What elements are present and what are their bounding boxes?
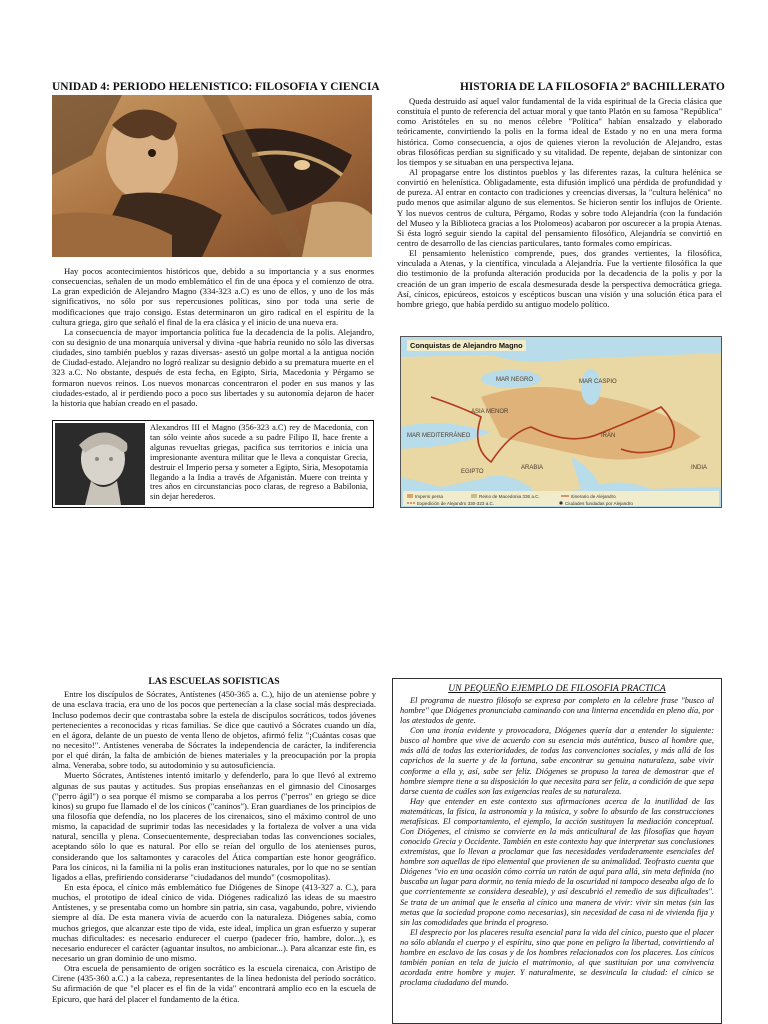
map-label: MAR MEDITERRÁNEO (407, 433, 471, 439)
sofistas-paragraph: Entre los discípulos de Sócrates, Antístenes (450-365 a. C.), hijo de un ateniense pobre y de una esclava tracia, era uno de los pocos que pertenecían a la clase social más despreciada. Incluso podemos decir que contrastaba sobre la estela de discípulos socráticos, todos jóvenes pertenecientes a reconocidas y ricas familias. Se dice que cautivó a Sócrates cuando un día, en el ágora, delante de un puesto de venta lleno de objetos, afirmó feliz "¡Cuántas cosas que no necesito!". Antístenes veneraba de Sócrates la independencia de carácter, la indiferencia por el qué dirán, la falta de ambición de bienes materiales y la preocupación por la propia alma. Veneraba, sobre todo, su autodominio y su autosuficiencia. (52, 689, 376, 771)
legend-item: Expedición de Alejandro 330-323 a.C. (417, 501, 495, 506)
unit-title: UNIDAD 4: PERIODO HELENISTICO: FILOSOFIA Y CIENCIA (52, 81, 380, 93)
intro-column (52, 266, 374, 408)
alexander-bust-image (55, 423, 145, 505)
alexander-bio-text: Alexandros III el Magno (356-323 a.C) rey de Macedonia, con tan sólo veinte años sucede a su padre Filipo II, hace frente a algunas revueltas griegas, pacifica sus territorios e inicia una impresionante aventura militar que le lleva a conquistar Grecia, destruir el Imperio persa y someter a Egipto, Siria, Mesopotamia llegando a la India a través de Afganistán. Muere con treinta y tres años en circunstancias poco claras, de regreso a Babilonia, sin dejar herederos. (150, 423, 368, 502)
map-title: Conquistas de Alejandro Magno (407, 340, 526, 351)
sofistas-paragraph: Muerto Sócrates, Antístenes intentó imitarlo y defenderlo, para lo que llevó al extremo algunas de sus pautas y actitudes. Sus propias enseñanzas en el gimnasio del Cinosarges ("perro ágil") o sea porque él mismo se comparaba a los perros ("perros" en griego se dice kinos) su grupo fue llamado el de los cínicos ("caninos"). Eran guardianes de los principios de una filosofía que defendía, no los placeres de los cirenaicos, sino el máximo control de uno mismo, la capacidad de suprimir todas las necesidades y la fortaleza de volver a una vida natural, sencilla y plena. Consecuentemente, despreciaban todas las convenciones sociales, aceptando sólo lo que es natural. Por ello se reían del orgullo de los atenienses puros, considerando que los saltamontes y caracoles del Ática compartían este honor geográfico. Para los cínicos, ni la familia ni la polis eran instituciones naturales, por lo que no se sentían ligados a ellas, prefiriendo considerarse "ciudadanos del mundo" (cosmopolitas). (52, 770, 376, 882)
ejemplo-paragraph: El programa de nuestro filósofo se expresa por completo en la célebre frase "busco al hombre" que Diógenes pronunciaba caminando con una linterna encendida en pleno día, por los atestados de gente. (400, 696, 714, 726)
right-paragraph: El pensamiento helenístico comprende, pues, dos grandes vertientes, la filosófica, vinculada a Atenas, y la científica, vinculada a Alejandría. Fue la vertiente filosófica la que dio testimonio de la profunda alteración producida por la decadencia de la polis y por la creación de un gran imperio de escala desmesurada desde la perspectiva democrática griega. Así, cínicos, epicúreos, estoicos y escépticos buscan una visión y una solución ética para el hombre griego, que había perdido su antiguo modelo político. (397, 248, 722, 309)
alexander-mosaic-image (52, 95, 372, 257)
legend-item: Reino de Macedonia 336 a.C. (479, 494, 540, 499)
sofistas-title: LAS ESCUELAS SOFISTICAS (148, 676, 280, 687)
right-top-column (397, 96, 722, 309)
legend-item: Itinerario de Alejandro (571, 494, 616, 499)
ejemplo-paragraph: El desprecio por los placeres resulta esencial para la vida del cínico, puesto que el placer no sólo ablanda el cuerpo y el espíritu, sino que pone en peligro la libertad, convirtiendo al hombre en esclavo de las cosas y de los hombres relacionados con los placeres. Los cínicos también ponían en tela de juicio el matrimonio, al que sustituían por una convivencia acordada entre hombre y mujer. Y naturalmente, se desvincula la ciudad: el cínico se proclama ciudadano del mundo. (400, 927, 714, 988)
sofistas-paragraph: Otra escuela de pensamiento de origen socrático es la escuela cirenaica, con Aristipo de Cirene (435-360 a.C.) a la cabeza, representantes de la línea hedonista del período socrático. Su afirmación de que "el placer es el fin de la vida" encontrará amplio eco en la escuela de Epicuro, que hará del placer el fundamento de la ética. (52, 963, 376, 1004)
intro-paragraph: Hay pocos acontecimientos históricos que, debido a su importancia y a sus enormes consecuencias, señalen de un modo emblemático el fin de una época y el comienzo de otra. La gran expedición de Alejandro Magno (334-323 a.C) es uno de ellos, y uno de los más significativos, no sólo por sus repercusiones políticas, sino por toda una serie de modificaciones que trajo consigo. Estas determinaron un giro radical en el espíritu de la cultura griega, giro que señaló el final de la era clásica y el inicio de una nueva era. (52, 266, 374, 327)
map-label: IRÁN (601, 433, 616, 439)
map-label: MAR NEGRO (496, 377, 534, 383)
right-paragraph: Queda destruido así aquel valor fundamental de la vida espiritual de la Grecia clásica que constituía el punto de referencia del actuar moral y que tanto Platón en su famosa "República" como Aristóteles en su no menos célebre "Política" habían ensalzado y elaborado teóricamente, convirtiendo la polis en la forma ideal de Estado y no en una mera forma histórica. Como consecuencia, a ojos de quienes vieron la revolución de Alejandro, estas obras filosóficas perdían su significado y su vitalidad. De repente, dejaban de sintonizar con los tiempos y se situaban en una perspectiva lejana. (397, 96, 722, 167)
legend-item: Ciudades fundadas por Alejandro (565, 501, 633, 506)
map-label: INDIA (691, 465, 708, 471)
sofistas-paragraph: En esta época, el cínico más emblemático fue Diógenes de Sinope (413-327 a. C.), para muchos, el prototipo de ideal cínico de vida. Diógenes radicalizó las ideas de su maestro Antístenes, y se presentaba como un hombre sin patria, sin casa, vagabundo, pobre, viviendo siempre al día. De esta manera vivía de acuerdo con la naturaleza. Diógenes sabía, como muchos griegos, que alcanzar este tipo de vida, este ideal, implica un gran esfuerzo y superar muchas dificultades: es necesario endurecer el cuerpo (padecer frío, hambre, dolor...), es necesario endurecer el carácter (aguantar insultos, no ambicionar...). Para alcanzar este fin, es necesario un gran dominio de uno mismo. (52, 881, 376, 963)
map-label: EGIPTO (461, 469, 484, 475)
sofistas-section (52, 676, 376, 1024)
right-paragraph: Al propagarse entre los distintos pueblos y las diferentes razas, la cultura helénica se convirtió en helenística. Obligadamente, esta difusión implicó una pérdida de profundidad y de pureza. Al entrar en contacto con tradiciones y creencias diversas, la "cultura helénica" no pudo menos que asimilar alguno de sus elementos. Se hicieron sentir los influjos de Oriente. Y los nuevos centros de cultura, Pérgamo, Rodas y sobre todo Alejandría (con la fundación del Museo y la Biblioteca gracias a los Ptolomeos) acabaron por oscurecer a la propia Atenas. Si ésta logró seguir siendo la capital del pensamiento filosófico, Alejandría se convirtió en centro de desarrollo de las ciencias particulares, tanto formales como empíricas. (397, 166, 722, 248)
map-label: ASIA MENOR (471, 409, 509, 415)
map-legend (403, 491, 719, 506)
map-label: MAR CASPIO (579, 379, 617, 385)
alexander-bio-box (52, 420, 374, 508)
filosofia-practica-title: UN PEQUEÑO EJEMPLO DE FILOSOFIA PRACTICA (448, 683, 666, 694)
map-label: ARABIA (521, 465, 544, 471)
intro-paragraph: La consecuencia de mayor importancia política fue la decadencia de la polis. Alejandro, con su designio de una monarquía universal y divina -que habría reunido no sólo las diversas ciudades, sino también pueblos y razas diversas- asestó un golpe mortal a la antigua noción de Ciudad-estado. Alejandro no logró realizar su designio debido a su prematura muerte en el 323 a.C. No obstante, después de esta fecha, en Egipto, Siria, Macedonia y Pérgamo se formaron nuevos reinos. Los nuevos monarcas concentraron el poder en sus manos y las ciudades-estado, al ir perdiendo poco a poco sus libertades y su autonomía dejaron de hacer la historia que habían creado en el pasado. (52, 326, 374, 408)
filosofia-practica-box (392, 678, 722, 1024)
alexander-conquest-map (400, 336, 722, 508)
ejemplo-paragraph: Con una ironía evidente y provocadora, Diógenes quería dar a entender lo siguiente: busco al hombre que vive de acuerdo con su esencia más auténtica, busco al hombre que, más allá de todas las exterioridades, de todas las convenciones sociales, y más allá de los caprichos de la suerte y de la fortuna, sabe encontrar su genuina naturaleza, sabe vivir conforme a ella y, así, sabe ser feliz. Diógenes se propuso la tarea de demostrar que el hombre siempre tiene a su disposición lo que necesita para ser feliz, a condición de que sepa darse cuenta de cuáles son las exigencias reales de su naturaleza. (400, 726, 714, 796)
ejemplo-paragraph: Hay que entender en este contexto sus afirmaciones acerca de la inutilidad de las matemáticas, la física, la astronomía y la música, y sobre lo absurdo de las construcciones metafísicas. El comportamiento, el ejemplo, la acción sustituyen la mediación conceptual. Con Diógenes, el cinismo se convierte en la más anticultural de las filosofías que hayan conocido Grecia y Occidente. También en este contexto hay que interpretar sus conclusiones extremistas, que lo llevan a proclamar que las necesidades verdaderamente esenciales del hombre son aquellas de tipo elemental que provienen de su animalidad. Teofrasto cuenta que Diógenes "vio en una ocasión cómo corría un ratón de aquí para allá, sin meta definida (no buscaba un lugar para dormir, no tenía miedo de la oscuridad ni tampoco deseaba algo de lo que corrientemente se considera deseable), y así descubrió el remedio de sus dificultades". Se trata de un animal que le enseña al cínico una manera de vivir: vivir sin metas (sin las metas que la sociedad propone como necesarias), sin necesidad de casa ni de vivienda fija y sin las comodidades que brinda el progreso. (400, 796, 714, 927)
legend-item: Imperio persa (415, 494, 444, 499)
course-title: HISTORIA DE LA FILOSOFIA 2º BACHILLERATO (460, 81, 725, 93)
